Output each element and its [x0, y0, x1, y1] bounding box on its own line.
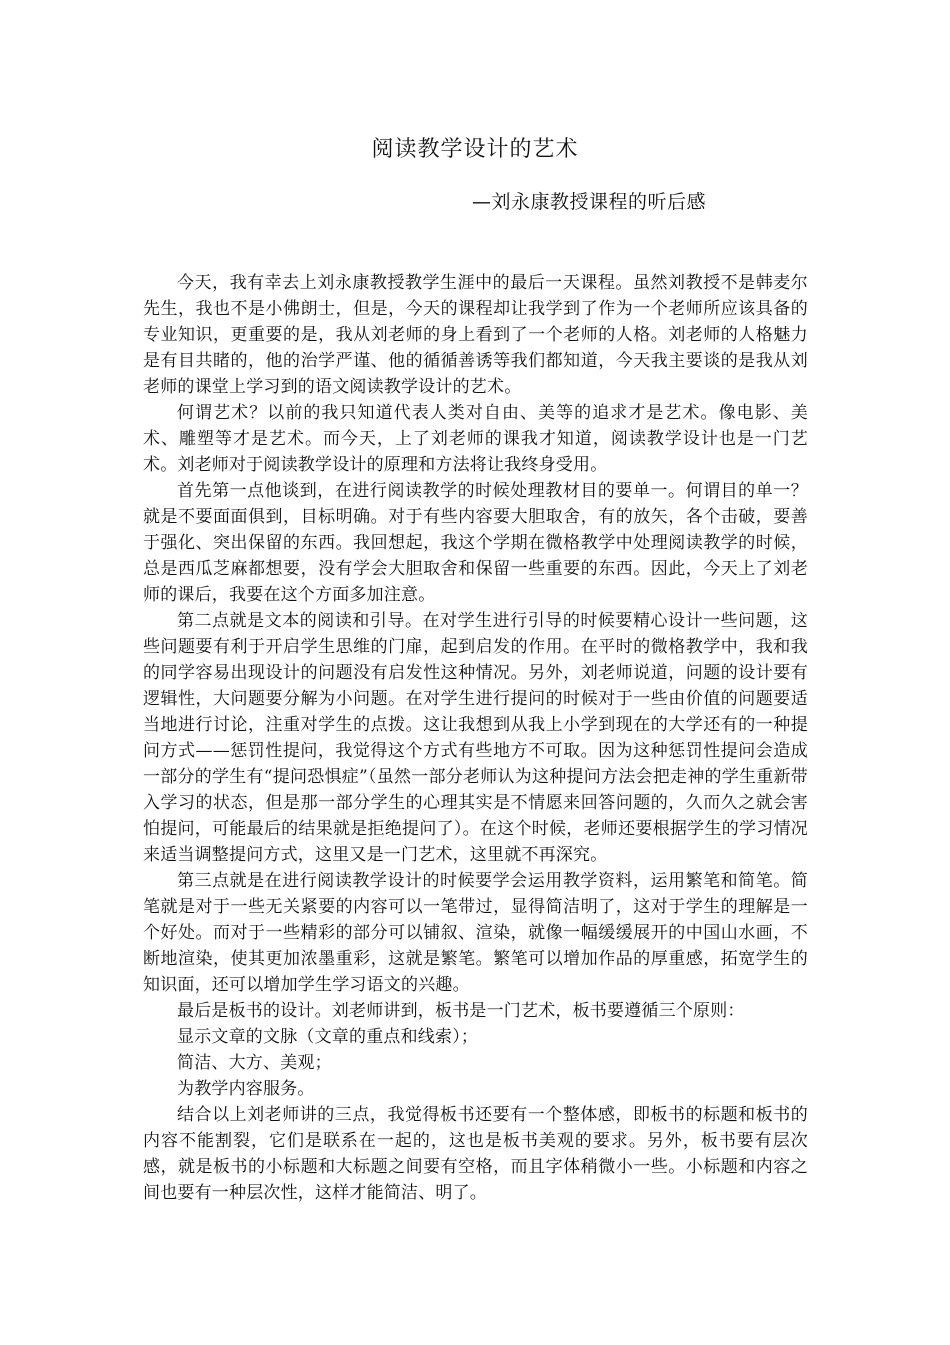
paragraph-point-one: 首先第一点他谈到，在进行阅读教学的时候处理教材目的要单一。何谓目的单一？就是不要面面俱到，目标明确。对于有些内容要大胆取舍，有的放矢，各个击破，要善于强化、突出保留的东西。我回想起，我这个学期在微格教学中处理阅读教学的时候，总是西瓜芝麻都想要，没有学会大胆取舍和保留一些重要的东西。因此，今天上了刘老师的课后，我要在这个方面多加注意。	[143, 481, 808, 605]
paragraph-board-design: 最后是板书的设计。刘老师讲到，板书是一门艺术，板书要遵循三个原则：	[177, 1001, 745, 1021]
list-item: 显示文章的文脉（文章的重点和线索）；	[177, 1027, 479, 1047]
paragraph-art: 何谓艺术？以前的我只知道代表人类对自由、美等的追求才是艺术。像电影、美术、雕塑等才是艺术。而今天，上了刘老师的课我才知道，阅读教学设计也是一门艺术。刘老师对于阅读教学设计的原理和方法将让我终身受用。	[143, 403, 808, 475]
document-subtitle: —刘永康教授课程的听后感	[472, 191, 707, 213]
paragraph-point-two: 第二点就是文本的阅读和引导。在对学生进行引导的时候要精心设计一些问题，这些问题要有利于开启学生思维的门扉，起到启发的作用。在平时的微格教学中，我和我的同学容易出现设计的问题没有启发性这种情况。另外，刘老师说道，问题的设计要有逻辑性，大问题要分解为小问题。在对学生进行提问的时候对于一些由价值的问题要适当地进行讨论，注重对学生的点拨。这让我想到从我上小学到现在的大学还有的一种提问方式——惩罚性提问，我觉得这个方式有些地方不可取。因为这种惩罚性提问会造成一部分的学生有“提问恐惧症”（虽然一部分老师认为这种提问方法会把走神的学生重新带入学习的状态，但是那一部分学生的心理其实是不情愿来回答问题的，久而久之就会害怕提问，可能最后的结果就是拒绝提问了）。在这个时候，老师还要根据学生的学习情况来适当调整提问方式，这里又是一门艺术，这里就不再深究。	[143, 611, 808, 865]
paragraph-point-three: 第三点就是在进行阅读教学设计的时候要学会运用教学资料，运用繁笔和简笔。简笔就是对于一些无关紧要的内容可以一笔带过，显得简洁明了，这对于学生的理解是一个好处。而对于一些精彩的部分可以铺叙、渲染，就像一幅缓缓展开的中国山水画，不断地渲染，使其更加浓墨重彩，这就是繁笔。繁笔可以增加作品的厚重感，拓宽学生的知识面，还可以增加学生学习语文的兴趣。	[143, 871, 808, 995]
list-item: 简洁、大方、美观；	[177, 1053, 332, 1073]
document-title: 阅读教学设计的艺术	[371, 137, 579, 162]
paragraph-intro: 今天，我有幸去上刘永康教授教学生涯中的最后一天课程。虽然刘教授不是韩麦尔先生，我也不是小佛朗士，但是，今天的课程却让我学到了作为一个老师所应该具备的专业知识，更重要的是，我从刘老师的身上看到了一个老师的人格。刘老师的人格魅力是有目共睹的，他的治学严谨、他的循循善诱等我们都知道，今天我主要谈的是我从刘老师的课堂上学习到的语文阅读教学设计的艺术。	[143, 273, 808, 397]
list-item: 为教学内容服务。	[177, 1079, 315, 1099]
document-body	[143, 270, 808, 1206]
paragraph-conclusion: 结合以上刘老师讲的三点，我觉得板书还要有一个整体感，即板书的标题和板书的内容不能割裂，它们是联系在一起的，这也是板书美观的要求。另外，板书要有层次感，就是板书的小标题和大标题之间要有空格，而且字体稍微小一些。小标题和内容之间也要有一种层次性，这样才能简洁、明了。	[143, 1105, 808, 1203]
